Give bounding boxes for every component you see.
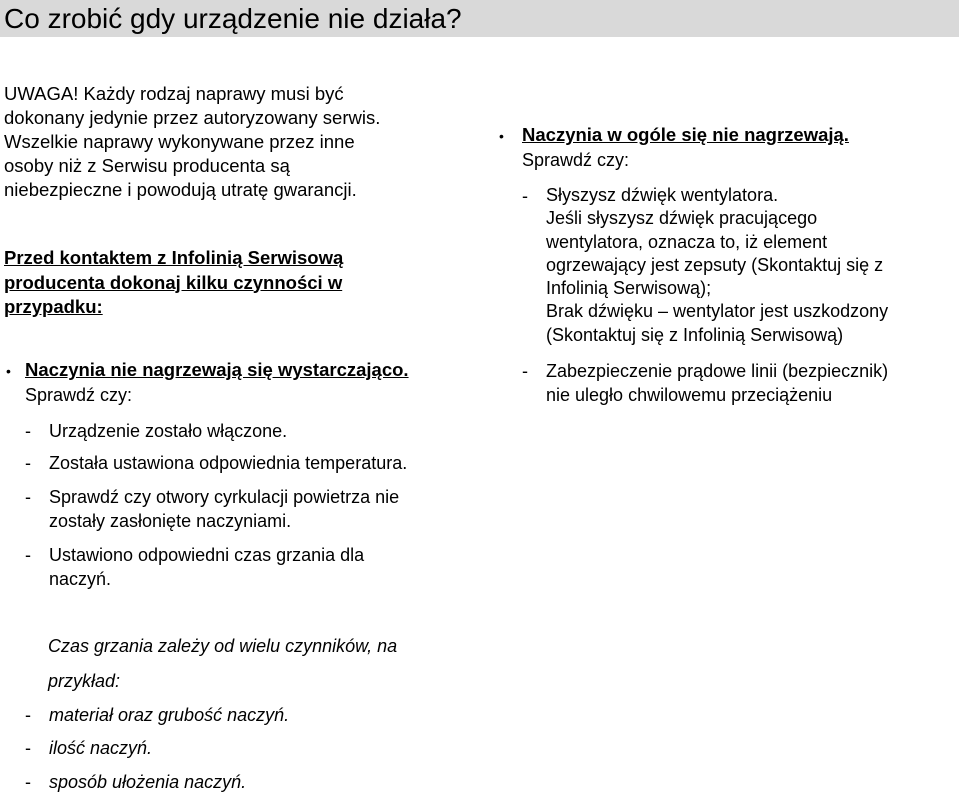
list-item-text: Brak dźwięku – wentylator jest uszkodzony: [546, 301, 889, 322]
before-contact-heading: [4, 246, 343, 320]
page-title: Co zrobić gdy urządzenie nie działa?: [4, 3, 462, 34]
list-item: [25, 736, 465, 760]
list-item-text: Sprawdź czy otwory cyrkulacji powietrza nie: [49, 487, 400, 507]
warning-line: osoby niż z Serwisu producenta są: [4, 155, 290, 176]
list-item-text: Urządzenie zostało włączone.: [49, 421, 288, 441]
list-item: [25, 703, 465, 727]
list-item: [25, 419, 465, 443]
list-item-text: Słyszysz dźwięk wentylatora.: [546, 185, 779, 205]
list-item-text: ogrzewający jest zepsuty (Skontaktuj się z: [546, 254, 884, 275]
list-item-text: Infolinią Serwisową);: [546, 278, 712, 299]
dash-marker: -: [25, 453, 31, 473]
before-contact-line: Przed kontaktem z Infolinią Serwisową: [4, 247, 344, 268]
list-item-text: materiał oraz grubość naczyń.: [49, 705, 290, 725]
list-item-text: Zabezpieczenie prądowe linii (bezpiecznik): [546, 361, 889, 381]
list-item: [522, 359, 952, 407]
list-item-text: sposób ułożenia naczyń.: [49, 772, 247, 792]
section-heading: Naczynia w ogóle się nie nagrzewają.: [522, 124, 849, 145]
list-item: [25, 770, 465, 794]
list-item: [25, 543, 465, 591]
check-label: Sprawdź czy:: [522, 150, 630, 170]
list-item: [25, 485, 465, 533]
note-line: Czas grzania zależy od wielu czynników, na: [48, 636, 398, 656]
dash-marker: -: [25, 487, 31, 507]
section-heading: Naczynia nie nagrzewają się wystarczająco.: [25, 359, 409, 380]
before-contact-line: producenta dokonaj kilku czynności w: [4, 271, 343, 293]
list-item-text: nie uległo chwilowemu przeciążeniu: [546, 385, 833, 405]
list-item-text: zostały zasłonięte naczyniami.: [49, 511, 292, 531]
list-item-text: wentylatora, oznacza to, iż element: [546, 231, 828, 252]
list-item: [522, 184, 952, 352]
bullet-icon: •: [6, 363, 11, 379]
note-line: przykład:: [48, 671, 121, 691]
title-bar: [0, 0, 959, 37]
list-item-text: Została ustawiona odpowiednia temperatura.: [49, 453, 408, 473]
dash-marker: -: [522, 186, 528, 206]
dash-marker: -: [522, 361, 528, 381]
list-item-text: Jeśli słyszysz dźwięk pracującego: [546, 208, 818, 229]
warning-line: Wszelkie naprawy wykonywane przez inne: [4, 131, 355, 152]
list-item-text: (Skontaktuj się z Infolinią Serwisową): [546, 324, 844, 345]
check-label: Sprawdź czy:: [25, 385, 133, 405]
warning-line: niebezpieczne i powodują utratę gwarancji.: [4, 179, 357, 200]
dash-marker: -: [25, 421, 31, 441]
list-item: [25, 451, 465, 475]
bullet-icon: •: [499, 128, 504, 144]
before-contact-line: przypadku:: [4, 296, 103, 317]
dash-marker: -: [25, 545, 31, 565]
list-item-text: naczyń.: [49, 569, 112, 589]
warning-line: UWAGA! Każdy rodzaj naprawy musi być: [4, 83, 344, 104]
warning-paragraph: [4, 82, 444, 202]
warning-line: dokonany jedynie przez autoryzowany serwis.: [4, 107, 381, 128]
list-item-text: Ustawiono odpowiedni czas grzania dla: [49, 545, 365, 565]
list-item-text: ilość naczyń.: [49, 738, 153, 758]
dash-marker: -: [25, 772, 31, 792]
dash-marker: -: [25, 705, 31, 725]
dash-marker: -: [25, 738, 31, 758]
